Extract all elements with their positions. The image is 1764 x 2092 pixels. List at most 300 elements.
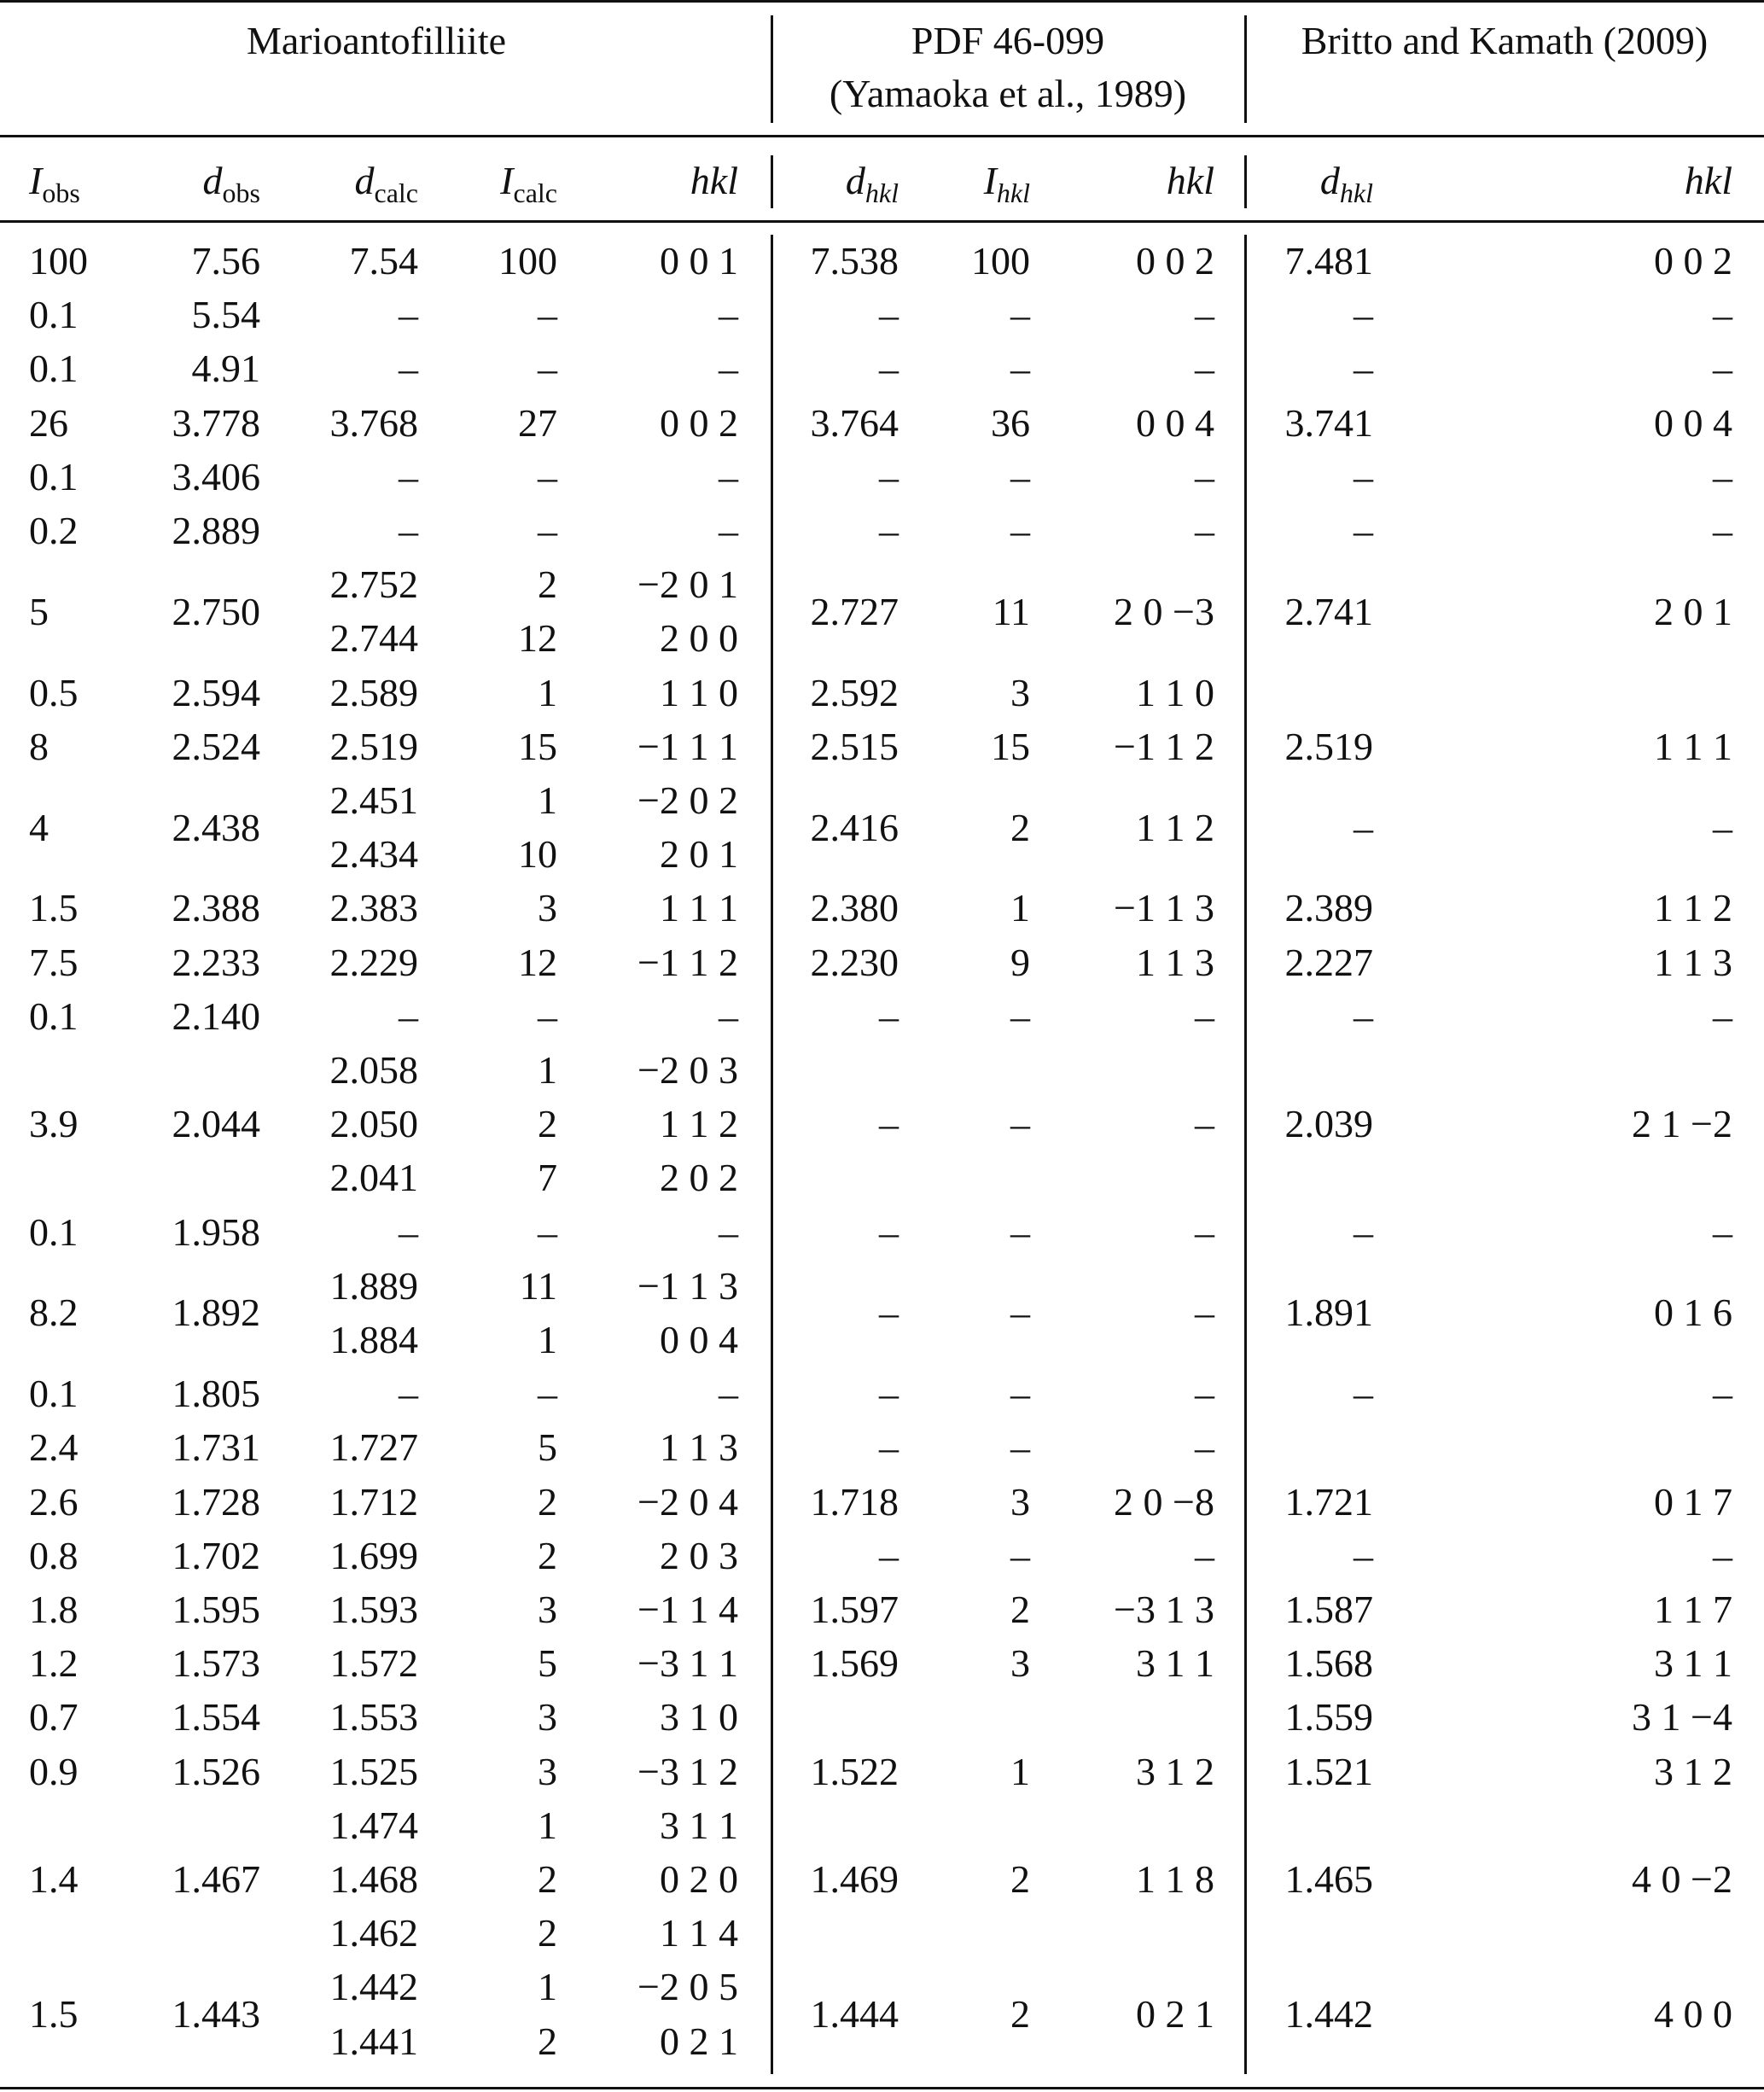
cell-i-hkl-pdf: 3: [1010, 1641, 1030, 1686]
cell-hkl-bk: –: [1713, 1533, 1732, 1577]
cell-i-obs: 0.2: [29, 509, 79, 552]
cell-d-hkl-bk: 1.521: [1284, 1749, 1373, 1793]
cell-d-hkl-pdf: –: [879, 1102, 899, 1146]
cell-hkl-calc: –: [719, 1372, 738, 1416]
cell-hkl-calc: –: [719, 293, 738, 337]
cell-hkl-bk: –: [1713, 1209, 1732, 1254]
cell-hkl-bk: 1 1 2: [1654, 886, 1732, 930]
cell-d-hkl-pdf: –: [879, 1425, 899, 1470]
cell-hkl-bk: –: [1713, 293, 1732, 337]
cell-d-obs: 2.438: [172, 805, 260, 849]
cell-hkl-calc: −2 0 5: [637, 1965, 738, 2009]
cell-i-calc: 1: [538, 1048, 557, 1092]
cell-i-hkl-pdf: 9: [1010, 940, 1030, 984]
cell-hkl-calc: −1 1 3: [637, 1263, 738, 1308]
cell-d-calc: 2.058: [329, 1048, 418, 1092]
cell-d-hkl-bk: –: [1354, 347, 1373, 391]
cell-hkl-pdf: 1 1 8: [1136, 1857, 1214, 1901]
cell-i-calc: 3: [538, 886, 557, 930]
cell-d-obs: 1.892: [172, 1291, 260, 1335]
cell-hkl-pdf: −1 1 2: [1114, 724, 1214, 768]
cell-hkl-calc: 1 1 2: [660, 1102, 738, 1146]
cell-i-calc: 7: [538, 1156, 557, 1200]
cell-i-calc: 12: [518, 940, 557, 984]
cell-i-hkl-pdf: –: [1010, 347, 1030, 391]
cell-d-hkl-pdf: –: [879, 1291, 899, 1335]
cell-hkl-calc: 1 1 3: [660, 1425, 738, 1470]
cell-i-hkl-pdf: 100: [971, 239, 1030, 283]
cell-d-obs: 2.140: [172, 994, 260, 1038]
cell-d-obs: 2.889: [172, 509, 260, 552]
cell-i-calc: 3: [538, 1588, 557, 1631]
cell-hkl-bk: 1 1 1: [1654, 724, 1732, 768]
column-header-i-calc: $I_{calc}$: [500, 159, 557, 208]
cell-i-obs: 2.6: [29, 1479, 79, 1524]
group-header-pdf: PDF 46-099: [911, 19, 1105, 62]
cell-hkl-pdf: –: [1195, 1102, 1214, 1146]
cell-i-hkl-pdf: 2: [1010, 805, 1030, 849]
cell-i-hkl-pdf: 3: [1010, 1479, 1030, 1524]
column-separator-1: [771, 155, 773, 208]
cell-d-hkl-bk: –: [1354, 454, 1373, 498]
cell-i-obs: 0.1: [29, 1209, 79, 1254]
cell-d-calc: 2.050: [329, 1102, 418, 1146]
cell-hkl-bk: 2 1 −2: [1632, 1102, 1732, 1146]
cell-i-obs: 0.1: [29, 454, 79, 498]
group-header-britto-kamath: Britto and Kamath (2009): [1301, 19, 1709, 62]
cell-i-calc: –: [538, 1372, 557, 1416]
cell-d-calc: 1.553: [329, 1695, 418, 1739]
cell-hkl-pdf: −3 1 3: [1114, 1588, 1214, 1631]
cell-d-hkl-pdf: 2.727: [810, 589, 899, 633]
cell-d-calc: 2.744: [329, 616, 418, 661]
cell-hkl-calc: 2 0 2: [660, 1156, 738, 1200]
cell-d-obs: 1.728: [172, 1479, 260, 1524]
column-separator-2: [1244, 155, 1247, 208]
cell-d-obs: 2.233: [172, 940, 260, 984]
cell-d-obs: 1.958: [172, 1209, 260, 1254]
cell-hkl-pdf: 1 1 2: [1136, 805, 1214, 849]
cell-d-obs: 3.406: [172, 454, 260, 498]
cell-d-calc: –: [399, 454, 418, 498]
cell-i-calc: 5: [538, 1641, 557, 1686]
cell-hkl-bk: –: [1713, 1372, 1732, 1416]
cell-d-hkl-bk: 2.519: [1284, 724, 1373, 768]
cell-i-obs: 0.1: [29, 1372, 79, 1416]
cell-i-obs: 0.9: [29, 1749, 79, 1793]
cell-hkl-bk: 1 1 3: [1654, 940, 1732, 984]
cell-d-calc: 2.434: [329, 832, 418, 877]
cell-hkl-calc: −3 1 1: [637, 1641, 738, 1686]
cell-d-hkl-pdf: –: [879, 454, 899, 498]
cell-hkl-calc: –: [719, 347, 738, 391]
cell-d-hkl-bk: –: [1354, 1533, 1373, 1577]
cell-d-hkl-bk: 3.741: [1284, 400, 1373, 445]
cell-hkl-pdf: –: [1195, 1291, 1214, 1335]
cell-d-hkl-pdf: 2.416: [810, 805, 899, 849]
cell-i-obs: 8.2: [29, 1291, 79, 1335]
cell-hkl-bk: 4 0 0: [1654, 1992, 1732, 2036]
cell-hkl-bk: 3 1 2: [1654, 1749, 1732, 1793]
group-header-marioantofilliite: Marioantofilliite: [246, 19, 507, 62]
cell-i-calc: –: [538, 293, 557, 337]
cell-hkl-calc: 1 1 0: [660, 670, 738, 714]
cell-d-hkl-pdf: 2.592: [810, 670, 899, 714]
cell-d-hkl-bk: –: [1354, 1209, 1373, 1254]
cell-hkl-pdf: –: [1195, 1533, 1214, 1577]
cell-hkl-pdf: –: [1195, 347, 1214, 391]
cell-i-calc: 11: [519, 1263, 557, 1308]
cell-i-calc: 3: [538, 1749, 557, 1793]
cell-d-obs: 1.554: [172, 1695, 260, 1739]
cell-i-calc: 1: [538, 778, 557, 822]
cell-d-hkl-pdf: 7.538: [810, 239, 899, 283]
cell-i-hkl-pdf: 1: [1010, 886, 1030, 930]
cell-hkl-calc: –: [719, 994, 738, 1038]
cell-d-obs: 1.443: [172, 1992, 260, 2036]
cell-hkl-bk: –: [1713, 347, 1732, 391]
cell-d-hkl-pdf: –: [879, 1533, 899, 1577]
cell-hkl-calc: 1 1 4: [660, 1911, 738, 1955]
column-header-i-hkl-pdf: $I_{hkl}$: [983, 159, 1030, 208]
cell-hkl-bk: 2 0 1: [1654, 589, 1732, 633]
cell-d-calc: 1.525: [329, 1749, 418, 1793]
cell-d-calc: 1.889: [329, 1263, 418, 1308]
cell-i-calc: 2: [538, 2019, 557, 2063]
cell-i-obs: 0.8: [29, 1533, 79, 1577]
cell-d-hkl-bk: 1.465: [1284, 1857, 1373, 1901]
cell-d-obs: 1.595: [172, 1588, 260, 1631]
cell-d-calc: –: [399, 347, 418, 391]
cell-i-obs: 1.8: [29, 1588, 79, 1631]
cell-i-calc: –: [538, 454, 557, 498]
cell-hkl-calc: 3 1 0: [660, 1695, 738, 1739]
cell-d-calc: 1.442: [329, 1965, 418, 2009]
cell-hkl-pdf: –: [1195, 994, 1214, 1038]
cell-hkl-pdf: 2 0 −8: [1114, 1479, 1214, 1524]
cell-d-hkl-pdf: 2.380: [810, 886, 899, 930]
cell-hkl-bk: 3 1 −4: [1632, 1695, 1732, 1739]
cell-i-calc: 15: [518, 724, 557, 768]
cell-hkl-pdf: 1 1 3: [1136, 940, 1214, 984]
cell-d-hkl-pdf: 1.469: [810, 1857, 899, 1901]
cell-hkl-bk: –: [1713, 994, 1732, 1038]
cell-d-calc: 2.519: [329, 724, 418, 768]
body-separator-1: [771, 235, 773, 2074]
cell-i-obs: 4: [29, 805, 49, 849]
cell-d-hkl-pdf: 2.515: [810, 724, 899, 768]
cell-d-hkl-bk: 7.481: [1284, 239, 1373, 283]
cell-d-hkl-bk: –: [1354, 1372, 1373, 1416]
cell-hkl-pdf: 0 2 1: [1136, 1992, 1214, 2036]
cell-d-hkl-bk: 1.721: [1284, 1479, 1373, 1524]
cell-d-hkl-bk: 1.559: [1284, 1695, 1373, 1739]
column-header-d-calc: $d_{calc}$: [354, 159, 418, 208]
column-header-d-obs: $d_{obs}$: [202, 159, 260, 208]
cell-i-calc: 2: [538, 1911, 557, 1955]
cell-d-hkl-bk: 2.389: [1284, 886, 1373, 930]
cell-hkl-bk: 4 0 −2: [1632, 1857, 1732, 1901]
cell-i-hkl-pdf: –: [1010, 1372, 1030, 1416]
cell-d-calc: 1.699: [329, 1533, 418, 1577]
cell-d-hkl-bk: –: [1354, 293, 1373, 337]
cell-i-obs: 0.5: [29, 670, 79, 714]
cell-d-obs: 2.750: [172, 589, 260, 633]
cell-hkl-calc: −2 0 1: [637, 562, 738, 607]
column-header-d-hkl-pdf: $d_{hkl}$: [845, 159, 899, 208]
cell-hkl-calc: –: [719, 454, 738, 498]
cell-i-hkl-pdf: –: [1010, 1209, 1030, 1254]
cell-d-obs: 2.388: [172, 886, 260, 930]
cell-hkl-calc: –: [719, 509, 738, 552]
cell-hkl-pdf: 2 0 −3: [1114, 589, 1214, 633]
cell-d-calc: 1.572: [329, 1641, 418, 1686]
cell-d-hkl-pdf: 1.718: [810, 1479, 899, 1524]
cell-d-hkl-bk: 1.568: [1284, 1641, 1373, 1686]
cell-i-calc: –: [538, 994, 557, 1038]
cell-hkl-bk: –: [1713, 454, 1732, 498]
cell-hkl-pdf: −1 1 3: [1114, 886, 1214, 930]
cell-i-hkl-pdf: –: [1010, 1291, 1030, 1335]
cell-hkl-pdf: –: [1195, 454, 1214, 498]
cell-i-calc: 2: [538, 562, 557, 607]
cell-d-obs: 1.526: [172, 1749, 260, 1793]
cell-d-obs: 3.778: [172, 400, 260, 445]
cell-i-hkl-pdf: 2: [1010, 1588, 1030, 1631]
cell-i-obs: 26: [29, 400, 68, 445]
cell-d-obs: 5.54: [191, 293, 260, 337]
cell-hkl-pdf: 3 1 2: [1136, 1749, 1214, 1793]
cell-hkl-pdf: 0 0 4: [1136, 400, 1214, 445]
cell-i-hkl-pdf: –: [1010, 1533, 1030, 1577]
header-rule: [0, 135, 1764, 137]
cell-i-obs: 1.5: [29, 886, 79, 930]
cell-d-calc: 7.54: [349, 239, 418, 283]
cell-i-hkl-pdf: 1: [1010, 1749, 1030, 1793]
cell-d-hkl-bk: 1.891: [1284, 1291, 1373, 1335]
cell-hkl-bk: –: [1713, 805, 1732, 849]
cell-d-hkl-pdf: 1.569: [810, 1641, 899, 1686]
cell-i-calc: 1: [538, 670, 557, 714]
cell-i-obs: 0.1: [29, 293, 79, 337]
cell-hkl-pdf: –: [1195, 1425, 1214, 1470]
cell-i-obs: 8: [29, 724, 49, 768]
cell-i-calc: 10: [518, 832, 557, 877]
cell-d-calc: 1.462: [329, 1911, 418, 1955]
column-header-d-hkl-bk: $d_{hkl}$: [1319, 159, 1373, 208]
cell-hkl-pdf: –: [1195, 1209, 1214, 1254]
cell-i-calc: 27: [518, 400, 557, 445]
cell-i-hkl-pdf: 11: [992, 589, 1030, 633]
cell-i-hkl-pdf: 15: [991, 724, 1030, 768]
cell-hkl-pdf: 3 1 1: [1136, 1641, 1214, 1686]
column-header-hkl-pdf: hkl: [1166, 159, 1214, 202]
cell-i-hkl-pdf: –: [1010, 509, 1030, 552]
cell-d-hkl-pdf: –: [879, 1209, 899, 1254]
cell-hkl-calc: 0 0 2: [660, 400, 738, 445]
cell-d-hkl-pdf: 2.230: [810, 940, 899, 984]
cell-d-hkl-bk: –: [1354, 509, 1373, 552]
cell-d-hkl-pdf: –: [879, 347, 899, 391]
cell-i-calc: 12: [518, 616, 557, 661]
cell-i-calc: 2: [538, 1533, 557, 1577]
bottom-rule: [0, 2087, 1764, 2089]
cell-i-calc: 2: [538, 1479, 557, 1524]
cell-d-calc: 1.441: [329, 2019, 418, 2063]
cell-d-calc: 1.468: [329, 1857, 418, 1901]
cell-d-obs: 1.573: [172, 1641, 260, 1686]
cell-hkl-calc: −2 0 2: [637, 778, 738, 822]
cell-i-obs: 100: [29, 239, 88, 283]
cell-i-obs: 1.2: [29, 1641, 79, 1686]
cell-d-obs: 2.594: [172, 670, 260, 714]
cell-d-obs: 1.467: [172, 1857, 260, 1901]
cell-d-calc: 1.884: [329, 1318, 418, 1361]
cell-d-calc: 1.712: [329, 1479, 418, 1524]
cell-i-obs: 1.4: [29, 1857, 79, 1901]
cell-d-obs: 2.524: [172, 724, 260, 768]
cell-d-hkl-bk: 2.039: [1284, 1102, 1373, 1146]
cell-hkl-calc: −3 1 2: [637, 1749, 738, 1793]
cell-hkl-bk: 0 1 6: [1654, 1291, 1732, 1335]
cell-d-calc: 2.752: [329, 562, 418, 607]
cell-i-calc: 3: [538, 1695, 557, 1739]
cell-hkl-calc: 2 0 0: [660, 616, 738, 661]
cell-hkl-pdf: 0 0 2: [1136, 239, 1214, 283]
cell-d-hkl-pdf: 1.444: [810, 1992, 899, 2036]
cell-d-calc: –: [399, 1372, 418, 1416]
cell-i-obs: 0.1: [29, 994, 79, 1038]
cell-d-obs: 2.044: [172, 1102, 260, 1146]
cell-i-hkl-pdf: –: [1010, 1425, 1030, 1470]
cell-d-calc: 1.474: [329, 1803, 418, 1847]
cell-d-calc: 2.451: [329, 778, 418, 822]
cell-hkl-calc: 0 0 4: [660, 1318, 738, 1361]
cell-hkl-pdf: –: [1195, 293, 1214, 337]
group-separator-2: [1244, 15, 1247, 123]
cell-hkl-calc: −2 0 3: [637, 1048, 738, 1092]
cell-i-hkl-pdf: –: [1010, 454, 1030, 498]
cell-d-obs: 4.91: [191, 347, 260, 391]
cell-hkl-bk: –: [1713, 509, 1732, 552]
cell-d-calc: 2.383: [329, 886, 418, 930]
cell-d-hkl-pdf: –: [879, 509, 899, 552]
cell-d-hkl-pdf: –: [879, 994, 899, 1038]
column-header-hkl-calc: hkl: [690, 159, 738, 202]
cell-hkl-calc: 0 2 1: [660, 2019, 738, 2063]
cell-i-hkl-pdf: –: [1010, 293, 1030, 337]
cell-hkl-bk: 0 1 7: [1654, 1479, 1732, 1524]
cell-d-hkl-bk: –: [1354, 994, 1373, 1038]
cell-d-calc: 2.589: [329, 670, 418, 714]
cell-d-obs: 1.731: [172, 1425, 260, 1470]
cell-i-calc: 5: [538, 1425, 557, 1470]
cell-d-hkl-bk: 1.442: [1284, 1992, 1373, 2036]
cell-hkl-bk: 3 1 1: [1654, 1641, 1732, 1686]
cell-d-calc: 2.229: [329, 940, 418, 984]
cell-hkl-calc: −1 1 4: [637, 1588, 738, 1631]
top-rule: [0, 0, 1764, 3]
cell-hkl-calc: 2 0 3: [660, 1533, 738, 1577]
cell-d-obs: 7.56: [191, 239, 260, 283]
cell-i-obs: 1.5: [29, 1992, 79, 2036]
cell-i-obs: 7.5: [29, 940, 79, 984]
cell-hkl-calc: −2 0 4: [637, 1479, 738, 1524]
cell-i-hkl-pdf: 2: [1010, 1992, 1030, 2036]
column-header-i-obs: $I_{obs}$: [29, 159, 80, 208]
cell-d-hkl-bk: 1.587: [1284, 1588, 1373, 1631]
cell-i-hkl-pdf: –: [1010, 994, 1030, 1038]
cell-i-calc: –: [538, 1209, 557, 1254]
cell-i-hkl-pdf: 2: [1010, 1857, 1030, 1901]
cell-d-hkl-bk: 2.227: [1284, 940, 1373, 984]
cell-d-hkl-bk: 2.741: [1284, 589, 1373, 633]
cell-hkl-bk: 0 0 2: [1654, 239, 1732, 283]
cell-hkl-pdf: 1 1 0: [1136, 670, 1214, 714]
cell-hkl-pdf: –: [1195, 1372, 1214, 1416]
cell-d-calc: –: [399, 1209, 418, 1254]
cell-i-calc: 1: [538, 1803, 557, 1847]
cell-hkl-calc: 0 0 1: [660, 239, 738, 283]
cell-d-hkl-pdf: 3.764: [810, 400, 899, 445]
cell-i-calc: 2: [538, 1857, 557, 1901]
cell-d-calc: 1.727: [329, 1425, 418, 1470]
cell-i-hkl-pdf: –: [1010, 1102, 1030, 1146]
body-separator-2: [1244, 235, 1247, 2074]
group-separator-1: [771, 15, 773, 123]
cell-d-obs: 1.805: [172, 1372, 260, 1416]
cell-d-calc: –: [399, 293, 418, 337]
cell-hkl-calc: −1 1 1: [637, 724, 738, 768]
cell-i-obs: 3.9: [29, 1102, 79, 1146]
cell-hkl-calc: 2 0 1: [660, 832, 738, 877]
cell-i-calc: 1: [538, 1965, 557, 2009]
group-header-pdf-citation: (Yamaoka et al., 1989): [829, 72, 1187, 115]
cell-i-obs: 0.7: [29, 1695, 79, 1739]
cell-i-calc: 2: [538, 1102, 557, 1146]
cell-i-calc: –: [538, 347, 557, 391]
cell-d-calc: –: [399, 509, 418, 552]
column-header-hkl-bk: hkl: [1684, 159, 1732, 202]
cell-i-obs: 5: [29, 589, 49, 633]
cell-i-hkl-pdf: 3: [1010, 670, 1030, 714]
cell-hkl-calc: 0 2 0: [660, 1857, 738, 1901]
cell-i-calc: 100: [498, 239, 557, 283]
cell-hkl-calc: 3 1 1: [660, 1803, 738, 1847]
cell-i-obs: 2.4: [29, 1425, 79, 1470]
cell-d-hkl-pdf: 1.522: [810, 1749, 899, 1793]
cell-d-hkl-pdf: –: [879, 293, 899, 337]
cell-d-calc: 1.593: [329, 1588, 418, 1631]
cell-hkl-bk: 0 0 4: [1654, 400, 1732, 445]
cell-d-hkl-pdf: –: [879, 1372, 899, 1416]
cell-hkl-bk: 1 1 7: [1654, 1588, 1732, 1631]
cell-i-calc: –: [538, 509, 557, 552]
cell-d-calc: 3.768: [329, 400, 418, 445]
cell-d-calc: 2.041: [329, 1156, 418, 1200]
cell-hkl-pdf: –: [1195, 509, 1214, 552]
cell-d-hkl-bk: –: [1354, 805, 1373, 849]
cell-hkl-calc: –: [719, 1209, 738, 1254]
cell-hkl-calc: 1 1 1: [660, 886, 738, 930]
cell-d-calc: –: [399, 994, 418, 1038]
cell-i-calc: 1: [538, 1318, 557, 1361]
cell-i-obs: 0.1: [29, 347, 79, 391]
cell-hkl-calc: −1 1 2: [637, 940, 738, 984]
cell-d-hkl-pdf: 1.597: [810, 1588, 899, 1631]
cell-d-obs: 1.702: [172, 1533, 260, 1577]
cell-i-hkl-pdf: 36: [991, 400, 1030, 445]
